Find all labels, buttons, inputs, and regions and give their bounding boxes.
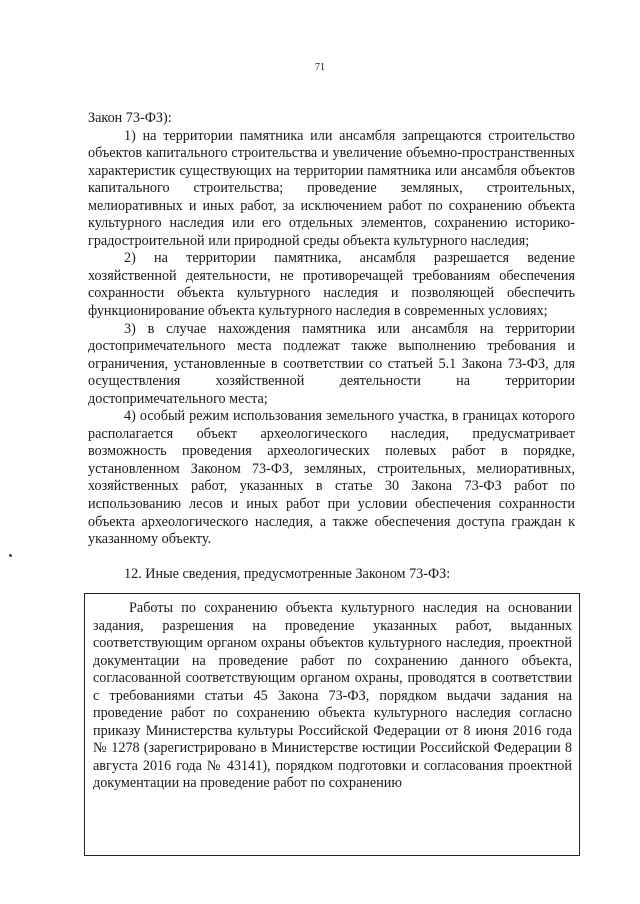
paragraph-item-1: 1) на территории памятника или ансамбля запрещаются строительство объектов капитального строительства и увеличение объемно-пространственных характеристик существующих на территории памятника или ансамбля объектов капитального строительства; проведение земляных, строительных, мелиоративных и иных работ, за исключением работ по сохранению объекта культурного наследия или его отдельных элементов, сохранению историко-градостроительной или природной среды объекта культурного наследия;: [88, 127, 575, 249]
bordered-text-box: [84, 593, 580, 856]
section-heading: 12. Иные сведения, предусмотренные Законом 73-ФЗ:: [124, 566, 451, 582]
main-text: [88, 110, 575, 549]
page-number: 71: [315, 62, 325, 73]
margin-dot: [9, 554, 12, 557]
paragraph-item-3: 3) в случае нахождения памятника или ансамбля на территории достопримечательного места подлежат также выполнению требования и ограничения, установленные в соответствии со статьей 5.1 Закона 73-ФЗ, для осуществления хозяйственной деятельности на территории достопримечательного места;: [88, 320, 575, 407]
paragraph-item-2: 2) на территории памятника, ансамбля разрешается ведение хозяйственной деятельности, не противоречащей требованиям обеспечения сохранности объекта культурного наследия и позволяющей обеспечить функционирование объекта культурного наследия в современных условиях;: [88, 250, 575, 320]
paragraph-intro: Закон 73-ФЗ):: [88, 110, 172, 126]
paragraph-item-4: 4) особый режим использования земельного участка, в границах которого располагается объект археологического наследия, предусматривает возможность проведения археологических полевых работ в порядке, установленном Законом 73-ФЗ, земляных, строительных, мелиоративных, хозяйственных работ, указанных в статье 30 Закона 73-ФЗ работ по использованию лесов и иных работ при условии обеспечения сохранности объекта археологического наследия, а также обеспечения доступа граждан к указанному объекту.: [88, 408, 575, 548]
box-paragraph: Работы по сохранению объекта культурного наследия на основании задания, разрешения на проведение указанных работ, выданных соответствующим органом охраны объектов культурного наследия, проектной документации на проведение работ по сохранению данного объекта, согласованной соответствующим органом охраны, проводятся в соответствии с требованиями статьи 45 Закона 73-ФЗ, порядком выдачи задания на проведение работ по сохранению объекта культурного наследия согласно приказу Министерства культуры Российской Федерации от 8 июня 2016 года № 1278 (зарегистрировано в Министерстве юстиции Российской Федерации 8 августа 2016 года № 43141), порядком подготовки и согласования проектной документации на проведение работ по сохранению: [93, 600, 572, 792]
